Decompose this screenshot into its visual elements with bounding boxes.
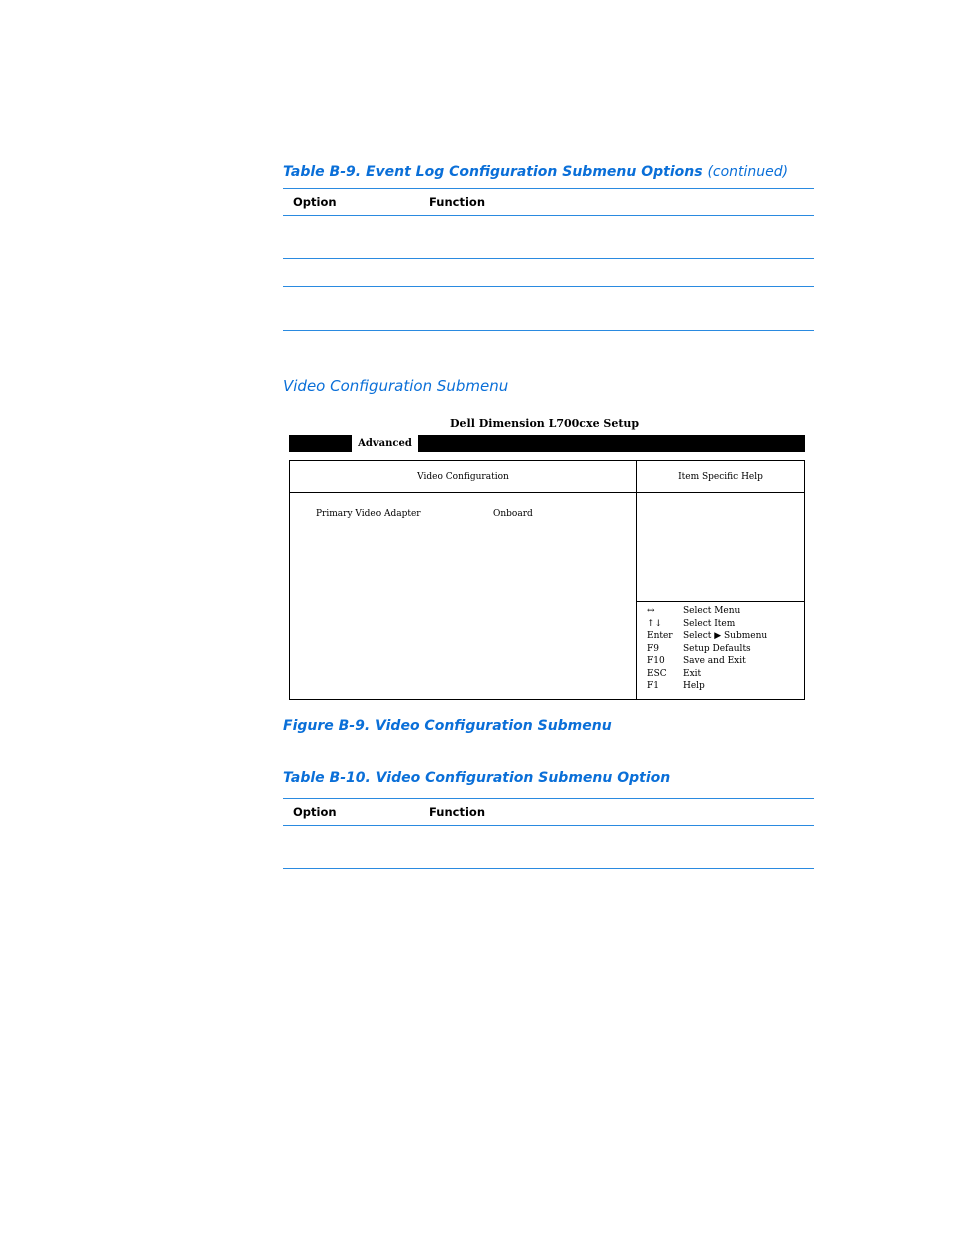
table-b10-col-function: Function (429, 805, 486, 819)
key-help-action: Select Item (683, 618, 736, 629)
primary-video-adapter-value[interactable]: Onboard (493, 509, 533, 519)
key-help-row (637, 656, 797, 669)
key-help-key: Enter (647, 631, 673, 641)
table-b9-row-rule (283, 258, 814, 259)
item-specific-help-panel (636, 460, 805, 700)
table-b9-caption-title: Table B-9. Event Log Configuration Submenu Options (283, 164, 703, 180)
table-b10-col-option: Option (293, 805, 337, 819)
key-help-action: Select ▶ Submenu (683, 631, 768, 641)
section-heading: Video Configuration Submenu (283, 377, 509, 395)
help-keys-divider (637, 601, 804, 602)
primary-video-adapter-label: Primary Video Adapter (316, 509, 421, 519)
tab-advanced[interactable]: Advanced (352, 435, 418, 452)
key-help-key: F10 (647, 656, 665, 666)
table-b10-top-rule (283, 798, 814, 799)
key-help-row (637, 681, 797, 694)
key-help-action: Help (683, 681, 705, 691)
bios-setup-title: Dell Dimension L700cxe Setup (450, 417, 640, 430)
table-b9-caption-continued: (continued) (707, 164, 789, 180)
key-help-key: ESC (647, 668, 667, 679)
key-help-row (637, 606, 797, 619)
item-specific-help-title: Item Specific Help (637, 461, 804, 493)
table-b10-bottom-rule (283, 868, 814, 869)
table-b9-bottom-rule (283, 330, 814, 331)
key-help-action: Select Menu (683, 606, 741, 616)
key-help-key: F9 (647, 643, 659, 654)
table-b9-header-rule (283, 215, 814, 216)
bios-menu-bar (289, 435, 805, 452)
table-b10-caption: Table B-10. Video Configuration Submenu Option (283, 770, 671, 786)
key-help-row (637, 631, 797, 644)
key-help-action: Exit (683, 668, 702, 679)
key-help-row (637, 669, 797, 682)
table-b9-col-option: Option (293, 195, 337, 209)
up-down-arrow-icon: ↑↓ (647, 618, 663, 629)
video-configuration-panel-title: Video Configuration (290, 461, 636, 493)
key-help-action: Setup Defaults (683, 643, 751, 654)
key-help-row (637, 644, 797, 657)
left-right-arrow-icon: ↔ (647, 606, 655, 616)
table-b10-header-rule (283, 825, 814, 826)
table-b9-col-function: Function (429, 195, 486, 209)
key-help-key: F1 (647, 681, 659, 691)
video-configuration-panel (289, 460, 637, 700)
table-b9-row-rule (283, 286, 814, 287)
key-help-row (637, 619, 797, 632)
figure-b9-caption: Figure B-9. Video Configuration Submenu (283, 718, 612, 734)
key-help-action: Save and Exit (683, 656, 746, 666)
table-b9-top-rule (283, 188, 814, 189)
table-b9-caption (283, 164, 788, 180)
